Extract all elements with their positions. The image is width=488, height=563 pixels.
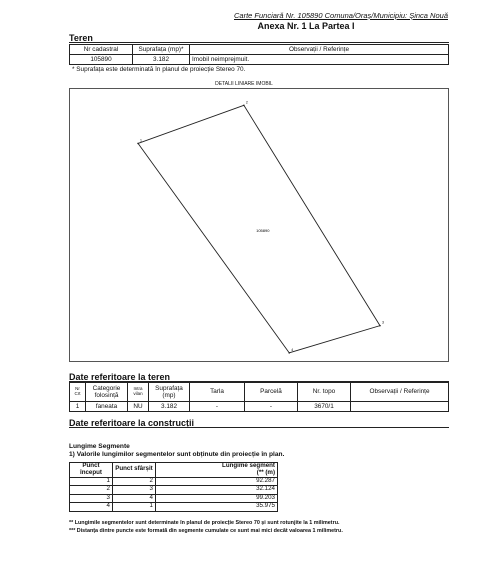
annex-title: Anexa Nr. 1 La Partea I: [257, 21, 355, 31]
segment-length: 99.203: [156, 494, 278, 503]
col-observatii-referinte: Observații / Referințe: [351, 383, 449, 402]
map-title: DETALII LINIARE IMOBIL: [215, 81, 273, 87]
segment-start: 3: [70, 494, 113, 503]
teren-title: Teren: [69, 33, 93, 43]
teren-row: [70, 55, 449, 65]
col-lungime-label: Lungime segment: [222, 462, 275, 469]
date-teren-title: Date referitoare la teren: [69, 372, 171, 382]
segment-end: 4: [113, 494, 156, 503]
segmente-header-row: [70, 463, 278, 478]
col-intravilan: Intra vilan: [128, 383, 149, 402]
parcel-vertex-label: 1: [140, 138, 142, 143]
cell-tarla: -: [190, 402, 245, 412]
parcel-vertex: [379, 325, 381, 327]
constructii-title: Date referitoare la construcții: [69, 418, 195, 428]
segment-length: 92.287: [156, 477, 278, 486]
segmente-note-1: ** Lungimile segmentelor sunt determinate în planul de proiecție Stereo 70 și sunt rotunjite la 1 milimetru.: [69, 520, 340, 526]
cell-suprafata: 3.182: [133, 55, 190, 65]
segment-length: 32.124: [156, 486, 278, 495]
segmente-table: [69, 462, 278, 512]
segmente-subtitle: 1) Valorile lungimilor segmentelor sunt obținute din proiecție în plan.: [69, 451, 285, 458]
parcel-vertex-label: 3: [381, 320, 384, 325]
parcel-id-label: 105890: [256, 227, 270, 233]
segment-row: [70, 503, 278, 512]
col-suprafata: Suprafața (mp)*: [133, 45, 190, 55]
segment-row: [70, 486, 278, 495]
teren-header-row: [70, 45, 449, 55]
register-header: Carte Funciară Nr. 105890 Comuna/Oraș/Municipiu: Șinca Nouă: [234, 11, 448, 20]
col-suprafata-mp: Suprafața (mp): [149, 383, 190, 402]
segment-end: 2: [113, 477, 156, 486]
col-tarla: Tarla: [190, 383, 245, 402]
cell-categorie: faneata: [86, 402, 128, 412]
teren-note: * Suprafața este determinată în planul de proiecție Stereo 70.: [72, 66, 246, 73]
constructii-rule: [69, 427, 449, 428]
parcel-vertex-label: 4: [291, 347, 294, 352]
cell-suprafata-mp: 3.182: [149, 402, 190, 412]
col-categorie: Categorie folosință: [86, 383, 128, 402]
segment-start: 2: [70, 486, 113, 495]
col-punct-inceput: Punct început: [70, 463, 113, 478]
col-parcela: Parcelă: [245, 383, 298, 402]
teren-rule: [69, 42, 449, 43]
segment-row: [70, 477, 278, 486]
cell-observatii: Imobil neimprejmuit.: [190, 55, 449, 65]
segmente-note-2: *** Distanța dintre puncte este formată din segmente cumulate ce sunt mai mici decât valoarea 1 milimetru.: [69, 528, 343, 534]
segment-end: 3: [113, 486, 156, 495]
cell-nr-crt: 1: [70, 402, 86, 412]
cell-nr-topo: 3670/1: [298, 402, 351, 412]
col-punct-sfarsit: Punct sfârșit: [113, 463, 156, 478]
parcel-vertex: [243, 105, 245, 107]
col-lungime-unit: (** (m): [256, 468, 275, 476]
segment-length: 35.975: [156, 503, 278, 512]
date-teren-row: [70, 402, 449, 412]
col-nr-crt: Nr Crt: [70, 383, 86, 402]
teren-table: [69, 44, 449, 65]
col-nr-cadastral: Nr cadastral: [70, 45, 133, 55]
cell-observatii-referinte: [351, 402, 449, 412]
date-teren-table: [69, 382, 449, 412]
parcel-map-svg: [70, 89, 448, 361]
cell-nr-cadastral: 105890: [70, 55, 133, 65]
segment-start: 4: [70, 503, 113, 512]
cell-parcela: -: [245, 402, 298, 412]
col-nr-topo: Nr. topo: [298, 383, 351, 402]
segment-end: 1: [113, 503, 156, 512]
parcel-vertex-label: 2: [245, 100, 248, 105]
parcel-map: [69, 88, 449, 362]
date-teren-header-row: [70, 383, 449, 402]
col-observatii: Observații / Referințe: [190, 45, 449, 55]
parcel-vertex: [288, 352, 290, 354]
segment-row: [70, 494, 278, 503]
segmente-title: Lungime Segmente: [69, 443, 130, 450]
cell-intravilan: NU: [128, 402, 149, 412]
segment-start: 1: [70, 477, 113, 486]
col-lungime: [156, 463, 278, 478]
parcel-vertex: [137, 143, 139, 145]
